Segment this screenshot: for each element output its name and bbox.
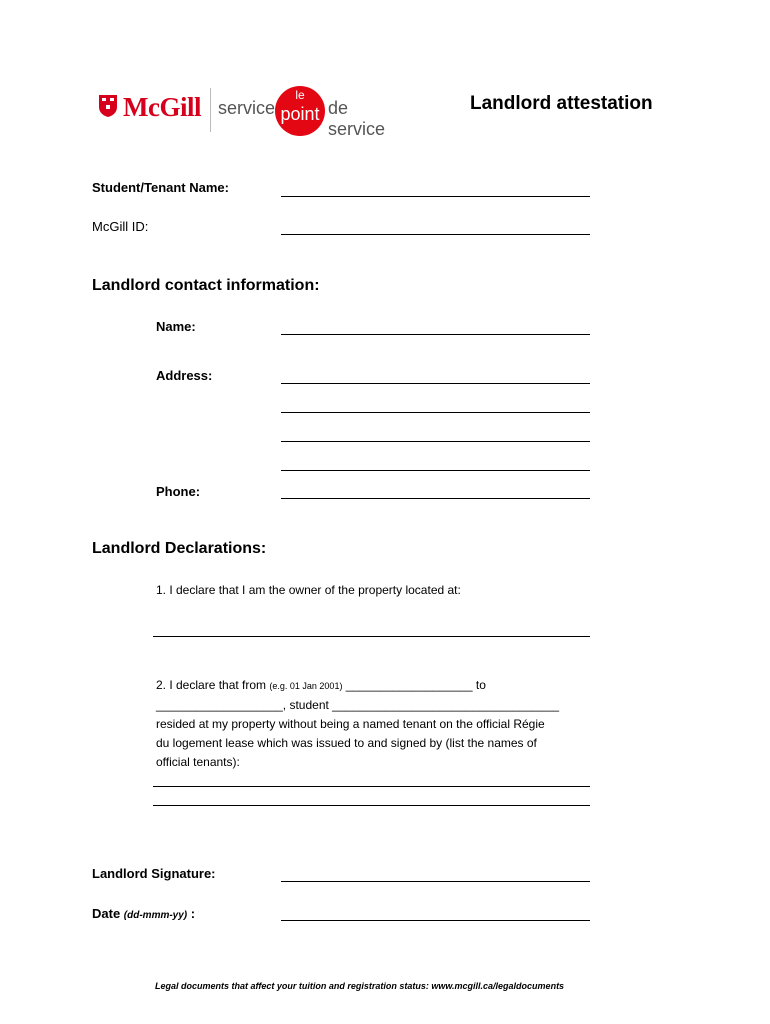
mcgill-crest-icon [98,94,118,118]
landlord-name-field[interactable] [281,334,590,335]
official-tenants-line-2-field[interactable] [153,805,590,806]
page-title: Landlord attestation [470,93,653,114]
declaration-2-line-5: official tenants): [156,755,240,769]
logo-de-service-text: de service [328,98,386,139]
landlord-name-label: Name: [156,319,196,334]
date-label-colon: : [187,906,196,921]
declarations-heading: Landlord Declarations: [92,540,267,557]
date-label [92,906,195,921]
date-label-text: Date [92,906,124,921]
declaration-1-text: 1. I declare that I am the owner of the property located at: [156,583,461,597]
student-name-field[interactable] [281,196,590,197]
date-field[interactable] [281,920,590,921]
landlord-signature-field[interactable] [281,881,590,882]
address-line-3-field[interactable] [281,441,590,442]
logo-point-text: point [280,104,320,124]
header-logo [98,86,398,142]
address-line-1-field[interactable] [281,383,590,384]
landlord-signature-label: Landlord Signature: [92,866,216,881]
address-line-2-field[interactable] [281,412,590,413]
student-name-label: Student/Tenant Name: [92,180,229,195]
declaration-2-line-3: resided at my property without being a named tenant on the official Régie [156,717,545,731]
address-line-4-field[interactable] [281,470,590,471]
declaration-2-line-1-rest: ___________________ to [342,678,486,692]
landlord-phone-label: Phone: [156,484,201,499]
logo-divider [210,88,211,132]
landlord-address-label: Address: [156,368,213,383]
logo-le-text: le [295,88,305,102]
date-format-text: (dd-mmm-yy) [123,910,188,921]
landlord-phone-field[interactable] [281,498,590,499]
mcgill-wordmark: McGill [123,92,201,122]
logo-point-circle [275,86,325,136]
mcgill-id-label: McGill ID: [92,219,149,234]
mcgill-id-field[interactable] [281,234,590,235]
logo-service-text: service [218,98,276,118]
footer-note: Legal documents that affect your tuition and registration status: www.mcgill.ca/legaldocuments [155,981,565,991]
landlord-contact-heading: Landlord contact information: [92,277,320,294]
declaration-2-line-4: du logement lease which was issued to and signed by (list the names of [156,736,537,750]
declaration-2-block [156,676,596,772]
declaration-2-line-1 [156,676,596,696]
property-address-field[interactable] [153,636,590,637]
declaration-2-prefix: 2. I declare that from [156,678,270,692]
date-example-text: (e.g. 01 Jan 2001) [269,681,343,691]
official-tenants-line-1-field[interactable] [153,786,590,787]
declaration-2-line-2: ___________________, student __________________________________ [156,698,560,712]
